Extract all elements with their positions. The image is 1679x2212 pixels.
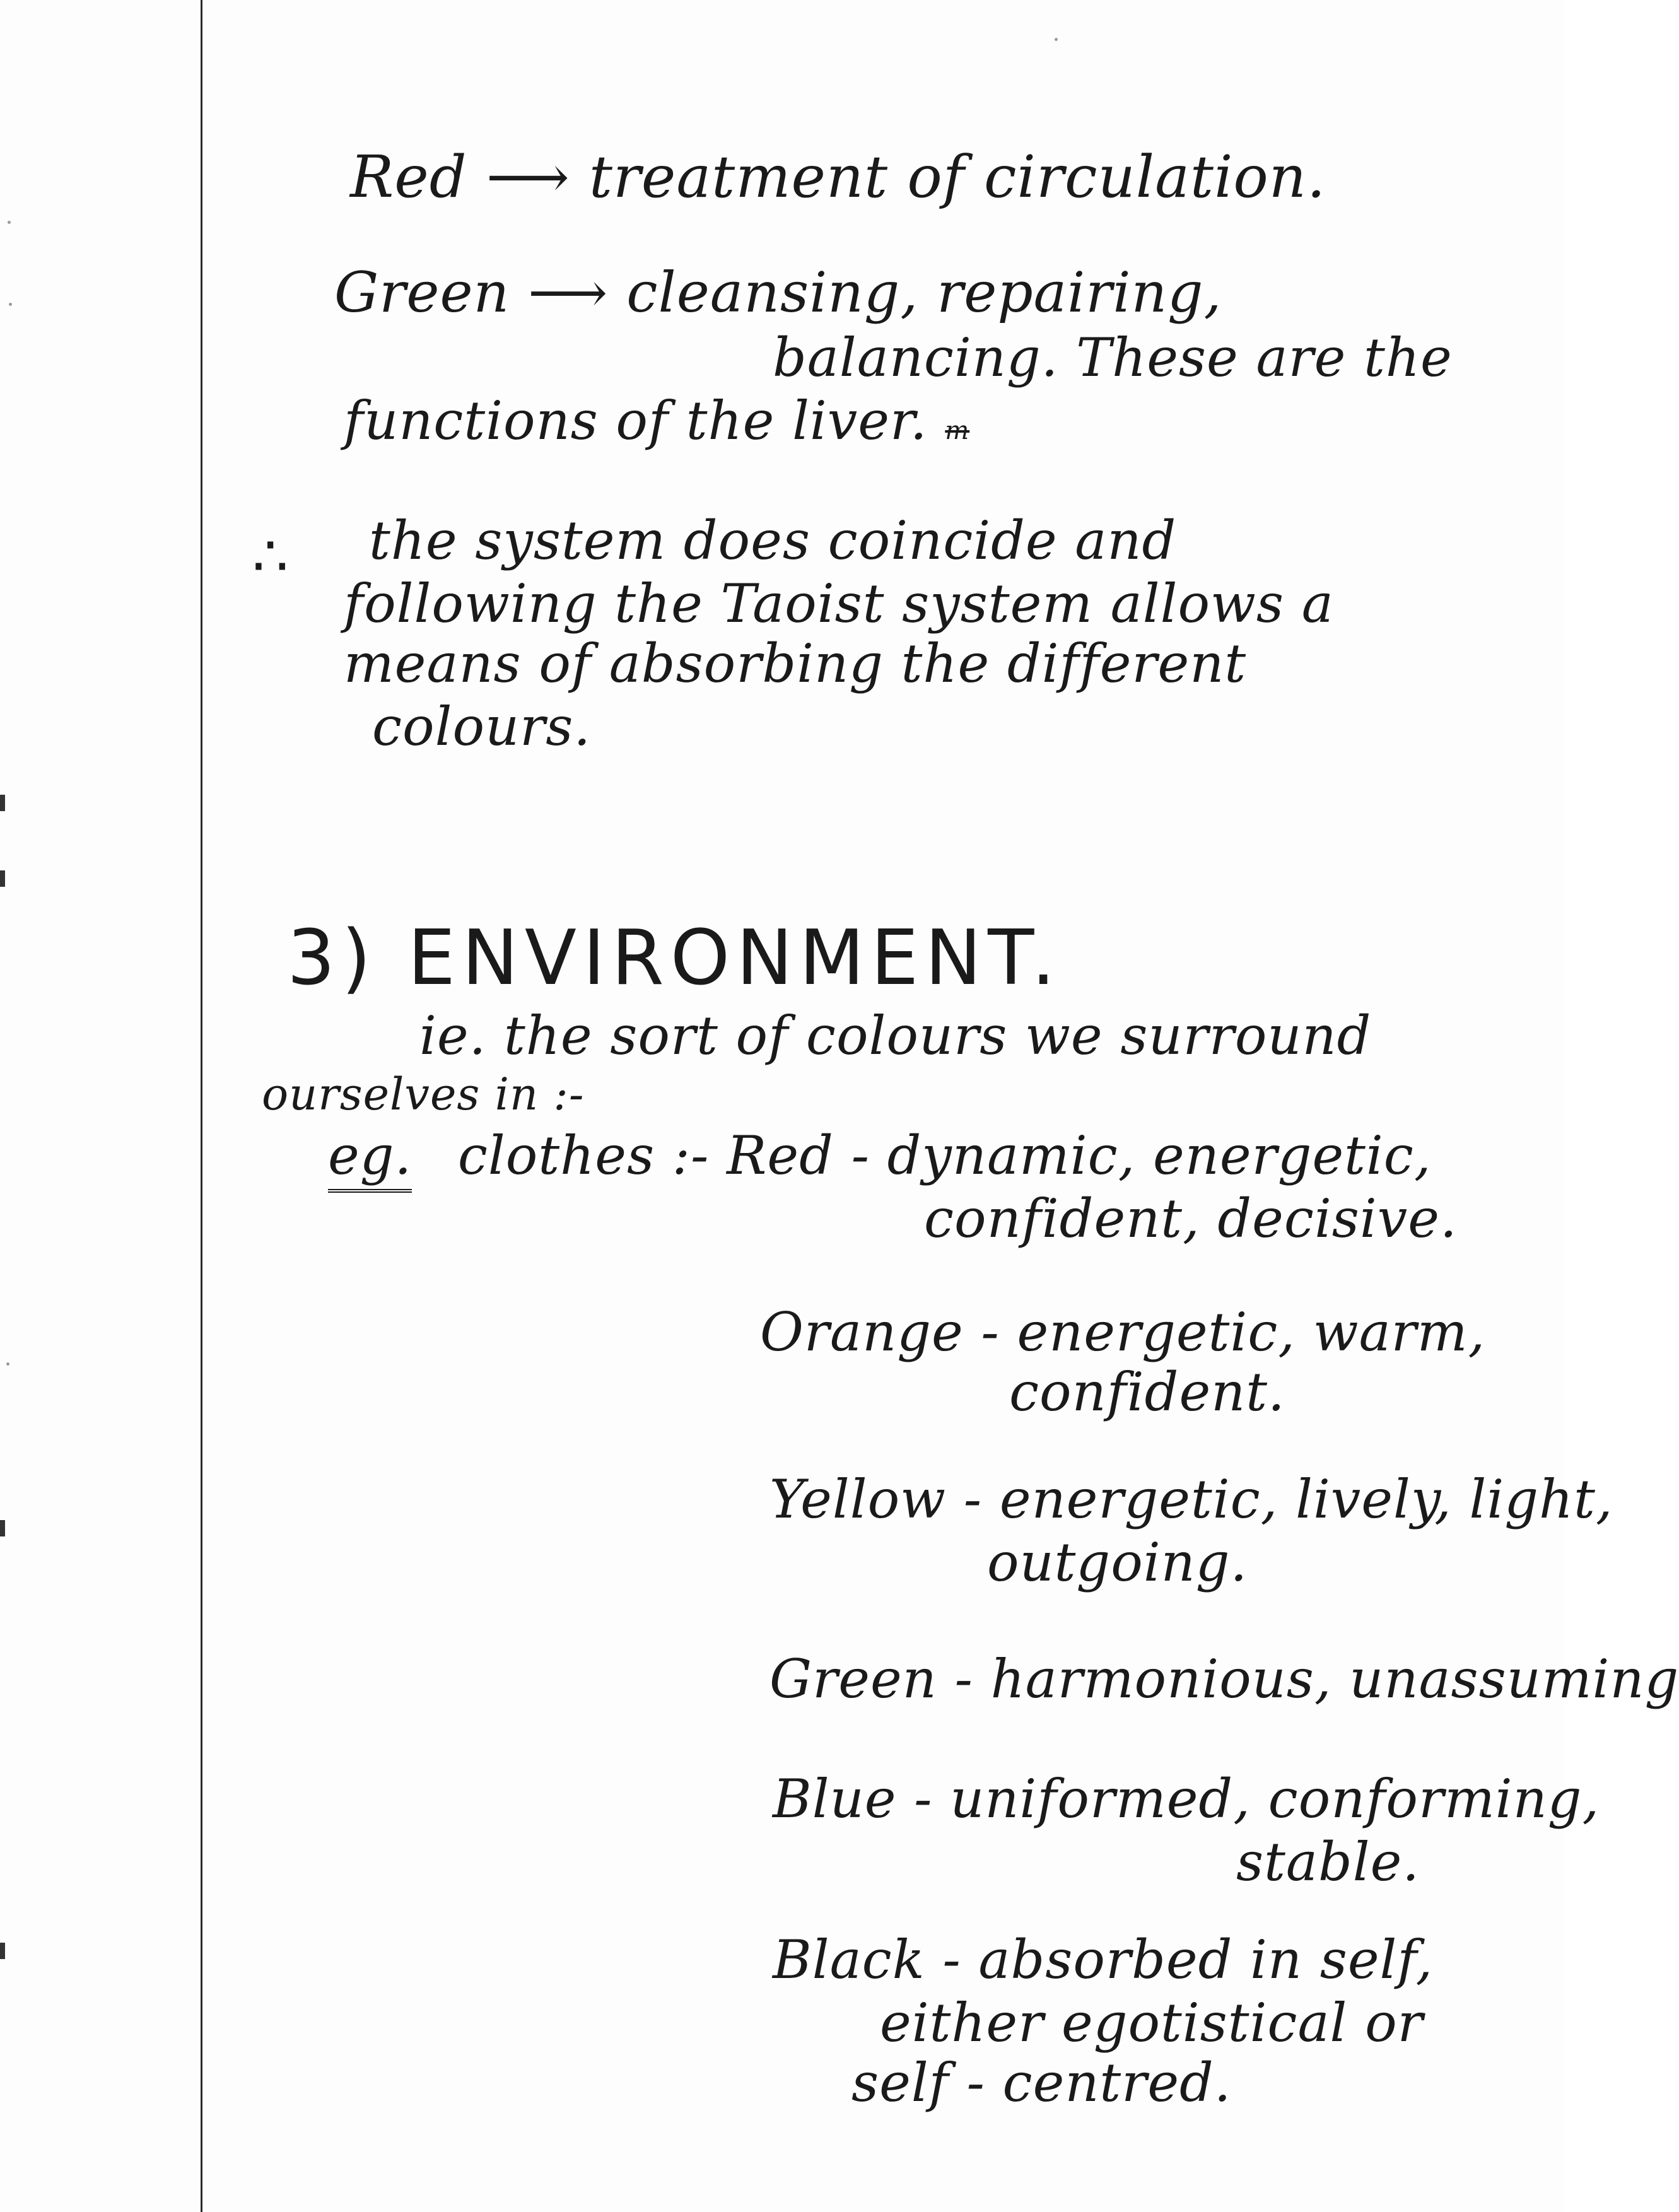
text-line: Green - harmonious, unassuming xyxy=(769,1648,1679,1710)
paper-speck xyxy=(6,1362,9,1366)
text-line: following the Taoist system allows a xyxy=(344,573,1334,635)
text-fragment: clothes :- Red - dynamic, energetic, xyxy=(457,1125,1432,1186)
text-line: the system does coincide and xyxy=(369,510,1177,571)
paper-speck xyxy=(1055,38,1058,41)
text-line: Yellow - energetic, lively, light, xyxy=(769,1468,1613,1530)
text-line: confident. xyxy=(1009,1361,1285,1423)
text-line: self - centred. xyxy=(851,2052,1232,2114)
text-line: Orange - energetic, warm, xyxy=(760,1301,1486,1363)
text-line: Green ⟶ cleansing, repairing, xyxy=(334,260,1222,325)
text-line: means of absorbing the different xyxy=(344,633,1247,694)
text-line: Black - absorbed in self, xyxy=(773,1929,1434,1991)
text-line: ourselves in :- xyxy=(262,1068,585,1120)
text-line: confident, decisive. xyxy=(924,1188,1458,1249)
paper-speck xyxy=(8,221,11,224)
edge-mark xyxy=(0,1520,5,1536)
eg-abbreviation: eg. xyxy=(328,1125,412,1193)
edge-mark xyxy=(0,795,5,811)
text-line: Blue - uniformed, conforming, xyxy=(773,1768,1600,1830)
text-line xyxy=(328,1125,1432,1186)
section-heading: 3) ENVIRONMENT. xyxy=(287,915,1062,1002)
paper-speck xyxy=(9,303,12,306)
text-line: ie. the sort of colours we surround xyxy=(419,1005,1372,1067)
therefore-symbol: ∴ xyxy=(252,524,289,590)
text-line: Red ⟶ treatment of circulation. xyxy=(350,143,1326,211)
text-line: stable. xyxy=(1236,1831,1420,1893)
margin-rule xyxy=(201,0,202,2212)
text-line: balancing. These are the xyxy=(773,327,1453,389)
edge-mark xyxy=(0,1943,5,1959)
text-line: colours. xyxy=(372,696,592,758)
text-line xyxy=(344,390,970,452)
text-line: either egotistical or xyxy=(880,1992,1424,2054)
text-fragment: functions of the liver. xyxy=(344,390,928,452)
text-line: outgoing. xyxy=(987,1531,1248,1593)
crossed-out-mark: m xyxy=(945,416,970,445)
edge-mark xyxy=(0,870,5,887)
